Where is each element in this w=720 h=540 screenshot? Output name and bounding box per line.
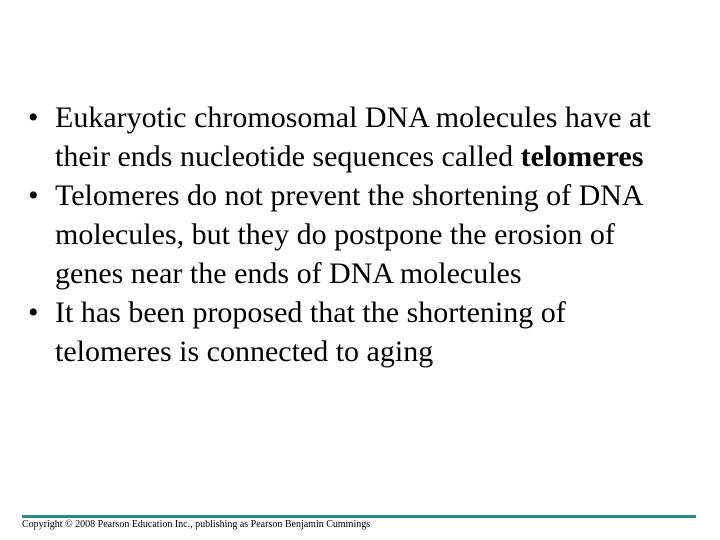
- bullet-marker: •: [28, 179, 39, 212]
- bullet-bold-term: telomeres: [520, 140, 644, 173]
- bullet-item-telomeres-function: [28, 176, 688, 293]
- copyright-footer: Copyright © 2008 Pearson Education Inc., publishing as Pearson Benjamin Cummings: [22, 519, 371, 530]
- bullet-item-telomeres-aging: [28, 293, 688, 371]
- bullet-marker: •: [28, 101, 39, 134]
- bullet-list: [28, 98, 688, 371]
- bullet-text: Telomeres do not prevent the shortening of DNA molecules, but they do postpone the erosion of genes near the ends of DNA molecules: [55, 179, 642, 290]
- bullet-text: It has been proposed that the shortening of telomeres is connected to aging: [55, 296, 566, 368]
- bullet-text: Eukaryotic chromosomal DNA molecules have at their ends nucleotide sequences called: [55, 101, 651, 173]
- bullet-item-telomeres-definition: [28, 98, 688, 176]
- footer-divider: [22, 515, 696, 518]
- bullet-marker: •: [28, 296, 39, 329]
